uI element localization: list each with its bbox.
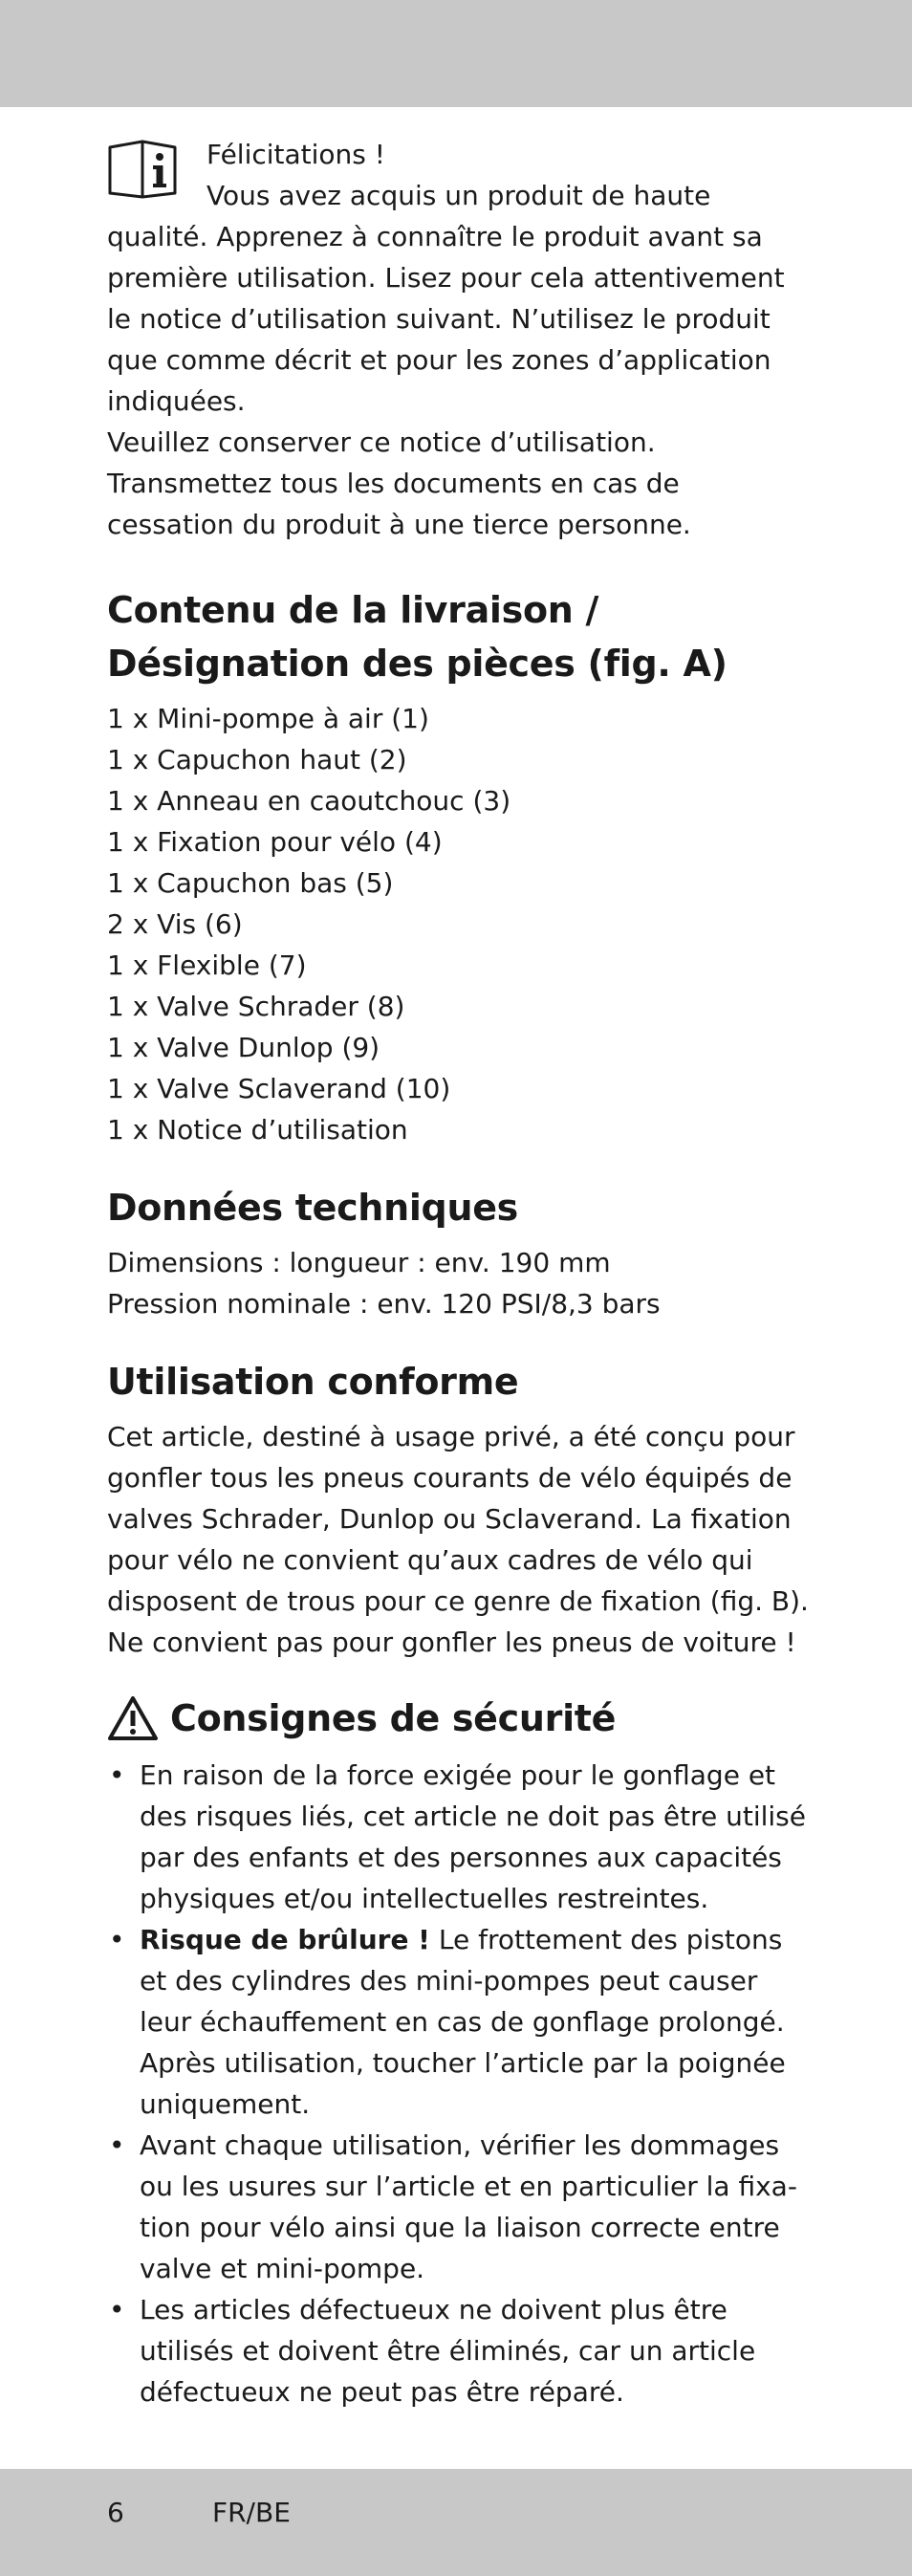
safety-list-item xyxy=(107,1755,809,1919)
safety-text: Avant chaque utilisation, vérifier les dommages ou les usures sur l’article et en particulier la fixa-tion pour vélo ainsi que la liaison correcte entre valve et mini-pompe. xyxy=(140,2129,797,2284)
intro-body: qualité. Apprenez à connaître le produit avant sa première utilisation. Lisez pour cela attentivement le notice d’utilisation suivant. N’utilisez le produit que comme décrit et pour les zones d’application indiquées. xyxy=(107,221,785,417)
safety-list-item xyxy=(107,2289,809,2412)
parts-list-item: 1 x Valve Schrader (8) xyxy=(107,991,405,1022)
parts-list-item: 1 x Anneau en caoutchouc (3) xyxy=(107,785,511,817)
contenu-heading: Contenu de la livraison / Désignation des pièces (fig. A) xyxy=(107,589,727,685)
parts-list-item: 1 x Capuchon haut (2) xyxy=(107,744,407,775)
consignes-heading: Consignes de sécurité xyxy=(170,1697,617,1739)
language-code: FR/BE xyxy=(212,2497,291,2528)
parts-list-item: 1 x Capuchon bas (5) xyxy=(107,867,394,899)
parts-list-item: 1 x Flexible (7) xyxy=(107,950,307,981)
safety-list xyxy=(107,1755,809,2412)
parts-list-item: 1 x Notice d’utilisation xyxy=(107,1114,408,1146)
intro-keep: Veuillez conserver ce notice d’utilisation. Transmettez tous les documents en cas de cessation du produit à une tierce personne. xyxy=(107,426,691,540)
page-content xyxy=(107,134,809,2412)
donnees-heading: Données techniques xyxy=(107,1187,518,1229)
bottom-band xyxy=(0,2469,912,2576)
safety-text: En raison de la force exigée pour le gonflage et des risques liés, cet article ne doit pas être utilisé par des enfants et des personnes aux capacités physiques et/ou intellectuelles restreintes. xyxy=(140,1759,806,1914)
parts-list-item: 1 x Valve Sclaverand (10) xyxy=(107,1073,451,1104)
warning-triangle-icon xyxy=(107,1695,159,1741)
parts-list xyxy=(107,698,809,1150)
safety-text: Les articles défectueux ne doivent plus être utilisés et doivent être éliminés, car un article défectueux ne peut pas être réparé. xyxy=(140,2294,756,2408)
parts-list-item: 1 x Mini-pompe à air (1) xyxy=(107,703,429,734)
consignes-heading-row xyxy=(107,1692,809,1745)
parts-list-item: 1 x Fixation pour vélo (4) xyxy=(107,826,443,858)
utilisation-heading: Utilisation conforme xyxy=(107,1361,519,1403)
info-book-icon xyxy=(107,140,178,199)
intro-section xyxy=(107,134,809,545)
utilisation-body: Cet article, destiné à usage privé, a été conçu pour gonfler tous les pneus courants de vélo équipés de valves Schrader, Dunlop ou Sclaverand. La fixation pour vélo ne convient qu’aux cadres de vélo qui disposent de trous pour ce genre de fixation (fig. B). Ne convient pas pour gonfler les pneus de voiture ! xyxy=(107,1421,809,1658)
intro-line2: Vous avez acquis un produit de haute xyxy=(206,180,711,211)
burn-risk-label: Risque de brûlure ! xyxy=(140,1924,430,1955)
bullet: • xyxy=(109,1924,125,1955)
safety-list-item xyxy=(107,2125,809,2289)
parts-list-item: 2 x Vis (6) xyxy=(107,908,243,940)
intro-title: Félicitations ! xyxy=(206,139,386,170)
safety-list-item xyxy=(107,1919,809,2125)
page-number: 6 xyxy=(107,2497,124,2528)
bullet: • xyxy=(109,2294,125,2325)
bullet: • xyxy=(109,1759,125,1791)
dimensions-text: Dimensions : longueur : env. 190 mm xyxy=(107,1247,611,1278)
bullet: • xyxy=(109,2129,125,2161)
parts-list-item: 1 x Valve Dunlop (9) xyxy=(107,1032,380,1063)
top-band xyxy=(0,0,912,107)
pression-text: Pression nominale : env. 120 PSI/8,3 bars xyxy=(107,1288,661,1320)
safety-text: Le frottement des pistons et des cylindres des mini-pompes peut causer leur échauffement en cas de gonflage prolongé. Après utilisation, toucher l’article par la poignée uniquement. xyxy=(140,1924,786,2120)
